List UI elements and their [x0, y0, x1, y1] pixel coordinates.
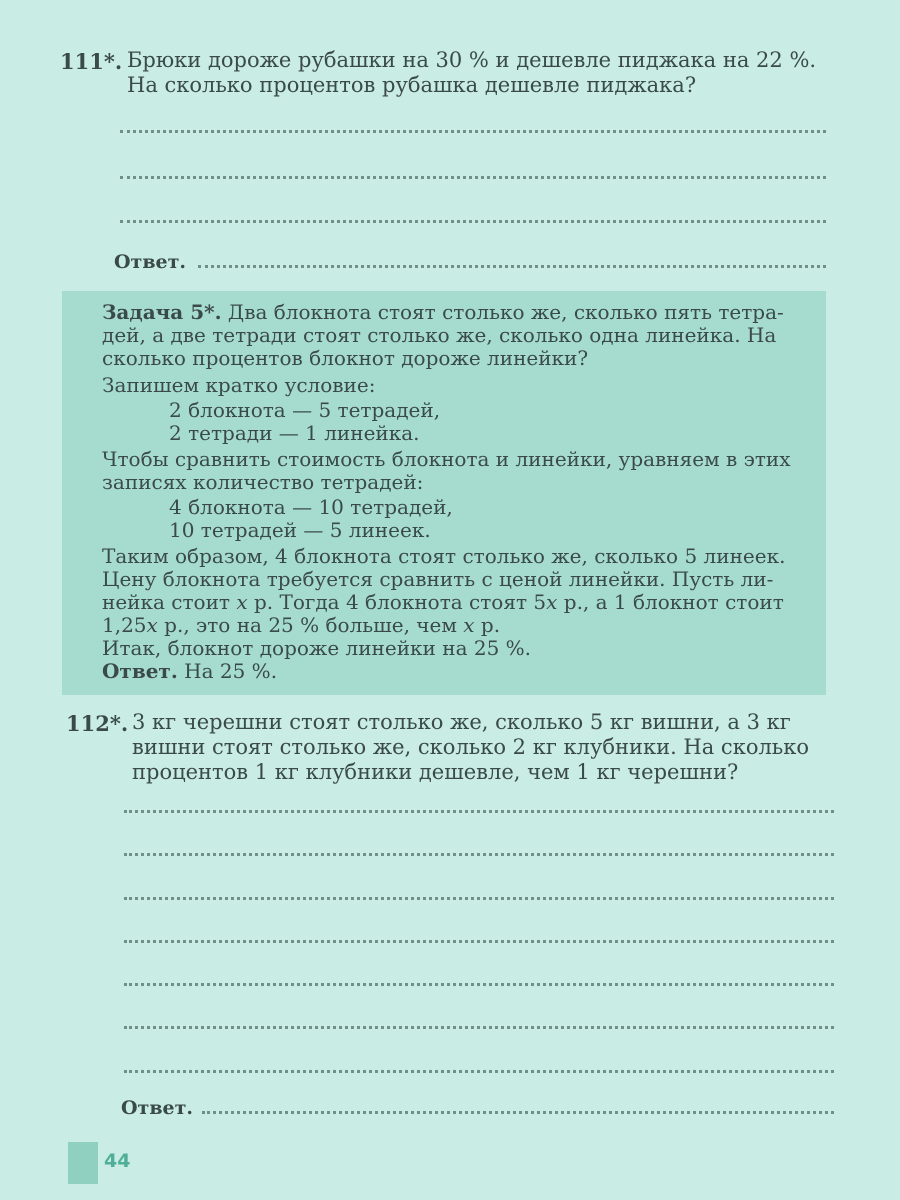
task-5-line: дей, а две тетради стоят столько же, сколько одна линейка. На — [102, 323, 777, 347]
task-5-line: Итак, блокнот дороже линейки на 25 %. — [102, 636, 532, 660]
task-5-line: Задача 5*. Два блокнота стоят столько же, сколько пять тетра- — [102, 300, 784, 324]
problem-112-text — [132, 710, 809, 785]
answer-label: Ответ. — [114, 251, 187, 273]
task-5-line: сколько процентов блокнот дороже линейки? — [102, 346, 589, 370]
task-5-line: нейка стоит x р. Тогда 4 блокнота стоят 5x р., а 1 блокнот стоит — [102, 590, 784, 614]
answer-line[interactable] — [198, 265, 826, 268]
condition-line: 2 блокнота — 5 тетрадей, — [169, 398, 441, 422]
task-5-line: Цену блокнота требуется сравнить с ценой линейки. Пусть ли- — [102, 567, 774, 591]
task-5-line: Запишем кратко условие: — [102, 373, 376, 397]
problem-112-line: 3 кг черешни стоят столько же, сколько 5 кг вишни, а 3 кг — [132, 710, 791, 734]
problem-111-number: 111*. — [60, 49, 123, 74]
answer-line[interactable] — [120, 176, 826, 179]
problem-111-line: Брюки дороже рубашки на 30 % и дешевле пиджака на 22 %. — [127, 48, 817, 72]
task-5-title: Задача 5*. — [102, 300, 222, 324]
task-5-line: Таким образом, 4 блокнота стоят столько же, сколько 5 линеек. — [102, 544, 786, 568]
problem-112-line: процентов 1 кг клубники дешевле, чем 1 кг черешни? — [132, 760, 739, 784]
task-5-answer: Ответ. На 25 %. — [102, 659, 278, 683]
problem-112-line: вишни стоят столько же, сколько 2 кг клубники. На сколько — [132, 735, 810, 759]
answer-line[interactable] — [120, 220, 826, 223]
answer-line[interactable] — [124, 897, 834, 900]
task-5-line: 1,25x р., это на 25 % больше, чем x р. — [102, 613, 501, 637]
worked-example-box — [62, 291, 826, 695]
answer-label: Ответ. — [121, 1097, 194, 1119]
answer-line[interactable] — [124, 940, 834, 943]
answer-line[interactable] — [120, 130, 826, 133]
answer-line[interactable] — [124, 810, 834, 813]
condition-line: 2 тетради — 1 линейка. — [169, 421, 420, 445]
answer-line[interactable] — [124, 853, 834, 856]
answer-line[interactable] — [124, 1070, 834, 1073]
task-5-line: записях количество тетрадей: — [102, 470, 424, 494]
condition-line: 10 тетрадей — 5 линеек. — [169, 518, 431, 542]
answer-line[interactable] — [202, 1111, 834, 1114]
condition-line: 4 блокнота — 10 тетрадей, — [169, 495, 453, 519]
problem-111-text — [127, 48, 816, 98]
page-number-marker — [68, 1142, 98, 1184]
problem-112-number: 112*. — [66, 711, 129, 736]
answer-line[interactable] — [124, 1026, 834, 1029]
task-5-line: Чтобы сравнить стоимость блокнота и линейки, уравняем в этих — [102, 447, 791, 471]
page-number: 44 — [104, 1150, 131, 1172]
answer-line[interactable] — [124, 983, 834, 986]
problem-111-line: На сколько процентов рубашка дешевле пиджака? — [127, 73, 697, 97]
